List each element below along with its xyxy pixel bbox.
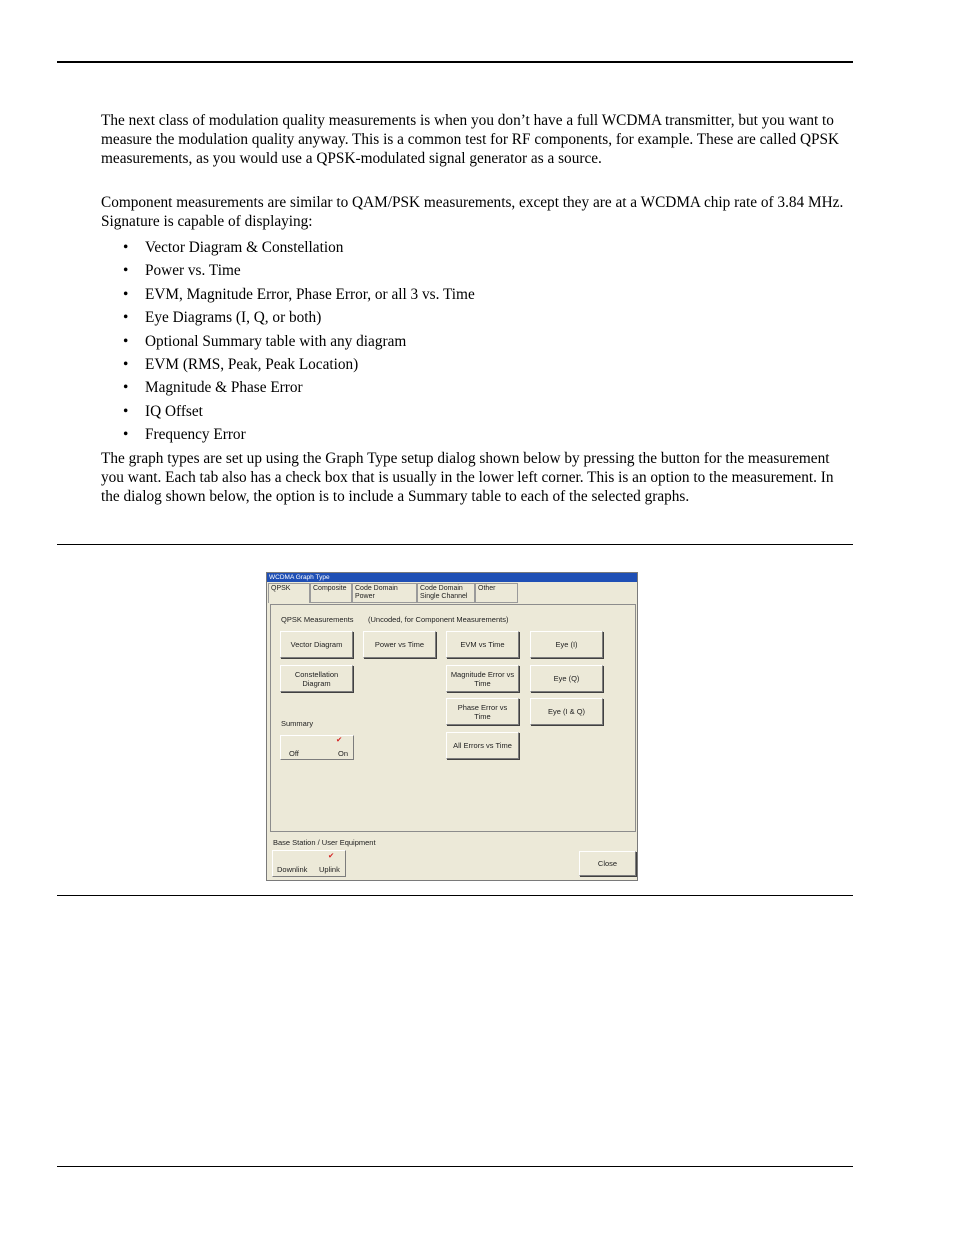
tab-code-domain-single-channel[interactable]: Code Domain Single Channel <box>417 583 475 603</box>
check-icon: ✔ <box>336 735 343 744</box>
summary-off-label: Off <box>289 749 299 758</box>
list-item: • Magnitude & Phase Error <box>101 378 801 401</box>
power-vs-time-button[interactable]: Power vs Time <box>363 631 436 658</box>
list-item: • Eye Diagrams (I, Q, or both) <box>101 308 801 331</box>
check-icon: ✔ <box>328 851 335 860</box>
tab-composite[interactable]: Composite <box>310 583 352 603</box>
magnitude-error-button[interactable]: Magnitude Error vs Time <box>446 665 519 692</box>
figure-top-rule <box>57 544 853 545</box>
list-item: • Optional Summary table with any diagram <box>101 332 801 355</box>
intro-paragraph: The next class of modulation quality measurements is when you don’t have a full WCDMA transmitter, but you want to measure the modulation quality anyway. This is a common test for RF components, for example. These are called QPSK measurements, as you would use a QPSK-modulated signal generator as a source. <box>101 112 840 167</box>
tab-qpsk[interactable]: QPSK <box>268 583 310 603</box>
qpsk-panel <box>270 604 636 832</box>
eye-q-button[interactable]: Eye (Q) <box>530 665 603 692</box>
tab-other[interactable]: Other <box>475 583 518 603</box>
list-item: • Vector Diagram & Constellation <box>101 238 801 261</box>
list-item: • IQ Offset <box>101 402 801 425</box>
section-note: (Uncoded, for Component Measurements) <box>368 615 509 624</box>
all-errors-button[interactable]: All Errors vs Time <box>446 732 519 759</box>
eye-i-button[interactable]: Eye (I) <box>530 631 603 658</box>
component-paragraph: Component measurements are similar to QAM/PSK measurements, except they are at a WCDMA chip rate of 3.84 MHz. Signature is capable of displaying: <box>101 194 844 230</box>
summary-on-label: On <box>338 749 349 758</box>
list-item: • Power vs. Time <box>101 261 801 284</box>
tab-code-domain-power[interactable]: Code Domain Power <box>352 583 417 603</box>
section-label: QPSK Measurements <box>281 615 354 624</box>
figure-bottom-rule <box>57 895 853 896</box>
summary-toggle[interactable] <box>280 735 354 760</box>
vector-diagram-button[interactable]: Vector Diagram <box>280 631 353 658</box>
constellation-diagram-button[interactable]: Constellation Diagram <box>280 665 353 692</box>
evm-vs-time-button[interactable]: EVM vs Time <box>446 631 519 658</box>
summary-label: Summary <box>281 719 314 728</box>
downlink-label: Downlink <box>277 865 308 874</box>
phase-error-button[interactable]: Phase Error vs Time <box>446 698 519 725</box>
graph-type-paragraph: The graph types are set up using the Graph Type setup dialog shown below by pressing the button for the measurement you want. Each tab also has a check box that is usually in the lower left corner. This is an option to the measurement. In the dialog shown below, the option is to include a Summary table to each of the selected graphs. <box>101 450 834 505</box>
dialog-title: WCDMA Graph Type <box>267 573 637 582</box>
bs-ue-toggle[interactable] <box>272 850 346 877</box>
list-item: • Frequency Error <box>101 425 801 448</box>
uplink-label: Uplink <box>319 865 340 874</box>
capability-list <box>101 238 801 449</box>
eye-iq-button[interactable]: Eye (I & Q) <box>530 698 603 725</box>
list-item: • EVM, Magnitude Error, Phase Error, or all 3 vs. Time <box>101 285 801 308</box>
footer-rule <box>57 1166 853 1167</box>
top-rule <box>57 61 853 63</box>
close-button[interactable]: Close <box>579 851 636 876</box>
bs-ue-label: Base Station / User Equipment <box>273 838 376 847</box>
graph-type-dialog <box>266 572 638 881</box>
list-item: • EVM (RMS, Peak, Peak Location) <box>101 355 801 378</box>
